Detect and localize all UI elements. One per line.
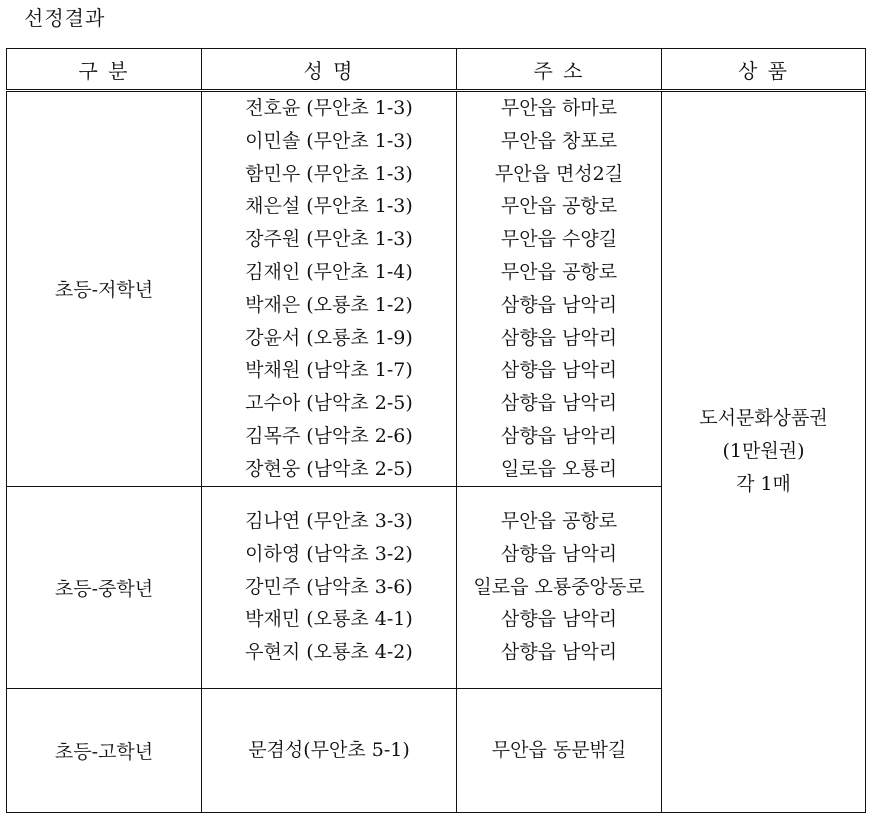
addresses-cell bbox=[457, 91, 662, 487]
student-name: 이민솔 (무안초 1-3) bbox=[245, 129, 413, 152]
result-table bbox=[6, 48, 866, 813]
student-name: 박채원 (남악초 1-7) bbox=[245, 359, 413, 382]
student-address: 삼향읍 남악리 bbox=[500, 424, 618, 447]
student-name: 강윤서 (오룡초 1-9) bbox=[245, 326, 413, 349]
student-name: 김목주 (남악초 2-6) bbox=[245, 424, 413, 447]
header-prize: 상 품 bbox=[662, 49, 866, 91]
group-row-lower bbox=[7, 91, 866, 487]
student-address: 무안읍 공항로 bbox=[500, 260, 618, 283]
student-name: 우현지 (오룡초 4-2) bbox=[245, 641, 413, 664]
student-name: 장현웅 (남악초 2-5) bbox=[245, 457, 413, 480]
student-name: 문겸성(무안초 5-1) bbox=[248, 738, 410, 761]
page-title: 선정결과 bbox=[24, 6, 106, 30]
names-cell bbox=[202, 486, 457, 688]
category-cell: 초등-고학년 bbox=[7, 688, 202, 812]
student-name: 전호윤 (무안초 1-3) bbox=[245, 97, 413, 119]
student-address: 삼향읍 남악리 bbox=[500, 641, 618, 664]
student-address: 무안읍 하마로 bbox=[500, 97, 618, 119]
student-address: 무안읍 창포로 bbox=[500, 129, 618, 152]
names-cell bbox=[202, 91, 457, 487]
student-address: 무안읍 공항로 bbox=[500, 195, 618, 218]
student-address: 삼향읍 남악리 bbox=[500, 608, 618, 631]
student-name: 김나연 (무안초 3-3) bbox=[245, 510, 413, 533]
student-name: 장주원 (무안초 1-3) bbox=[245, 228, 413, 251]
student-name: 박재은 (오룡초 1-2) bbox=[245, 293, 413, 316]
student-address: 일로읍 오룡리 bbox=[500, 457, 618, 480]
student-name: 고수아 (남악초 2-5) bbox=[245, 392, 413, 415]
student-address: 무안읍 공항로 bbox=[500, 510, 618, 533]
header-address: 주 소 bbox=[457, 49, 662, 91]
student-address: 삼향읍 남악리 bbox=[500, 359, 618, 382]
category-cell: 초등-저학년 bbox=[7, 91, 202, 487]
student-address: 삼향읍 남악리 bbox=[500, 392, 618, 415]
names-cell bbox=[202, 688, 457, 812]
student-address: 무안읍 면성2길 bbox=[494, 162, 624, 185]
student-name: 박재민 (오룡초 4-1) bbox=[245, 608, 413, 631]
addresses-cell bbox=[457, 486, 662, 688]
student-name: 이하영 (남악초 3-2) bbox=[245, 542, 413, 565]
prize-cell bbox=[662, 91, 866, 813]
header-name: 성 명 bbox=[202, 49, 457, 91]
student-name: 함민우 (무안초 1-3) bbox=[245, 162, 413, 185]
prize-line: (1만원권) bbox=[722, 440, 805, 463]
prize-line: 각 1매 bbox=[736, 473, 791, 496]
student-address: 삼향읍 남악리 bbox=[500, 293, 618, 316]
student-name: 채은설 (무안초 1-3) bbox=[245, 195, 413, 218]
header-category: 구 분 bbox=[7, 49, 202, 91]
category-cell: 초등-중학년 bbox=[7, 486, 202, 688]
student-address: 삼향읍 남악리 bbox=[500, 542, 618, 565]
header-row bbox=[7, 49, 866, 91]
student-address: 삼향읍 남악리 bbox=[500, 326, 618, 349]
prize-line: 도서문화상품권 bbox=[699, 407, 828, 430]
student-address: 무안읍 동문밖길 bbox=[491, 738, 627, 761]
student-address: 일로읍 오룡중앙동로 bbox=[473, 575, 645, 598]
student-name: 강민주 (남악초 3-6) bbox=[245, 575, 413, 598]
student-name: 김재인 (무안초 1-4) bbox=[245, 260, 413, 283]
student-address: 무안읍 수양길 bbox=[500, 228, 618, 251]
addresses-cell bbox=[457, 688, 662, 812]
